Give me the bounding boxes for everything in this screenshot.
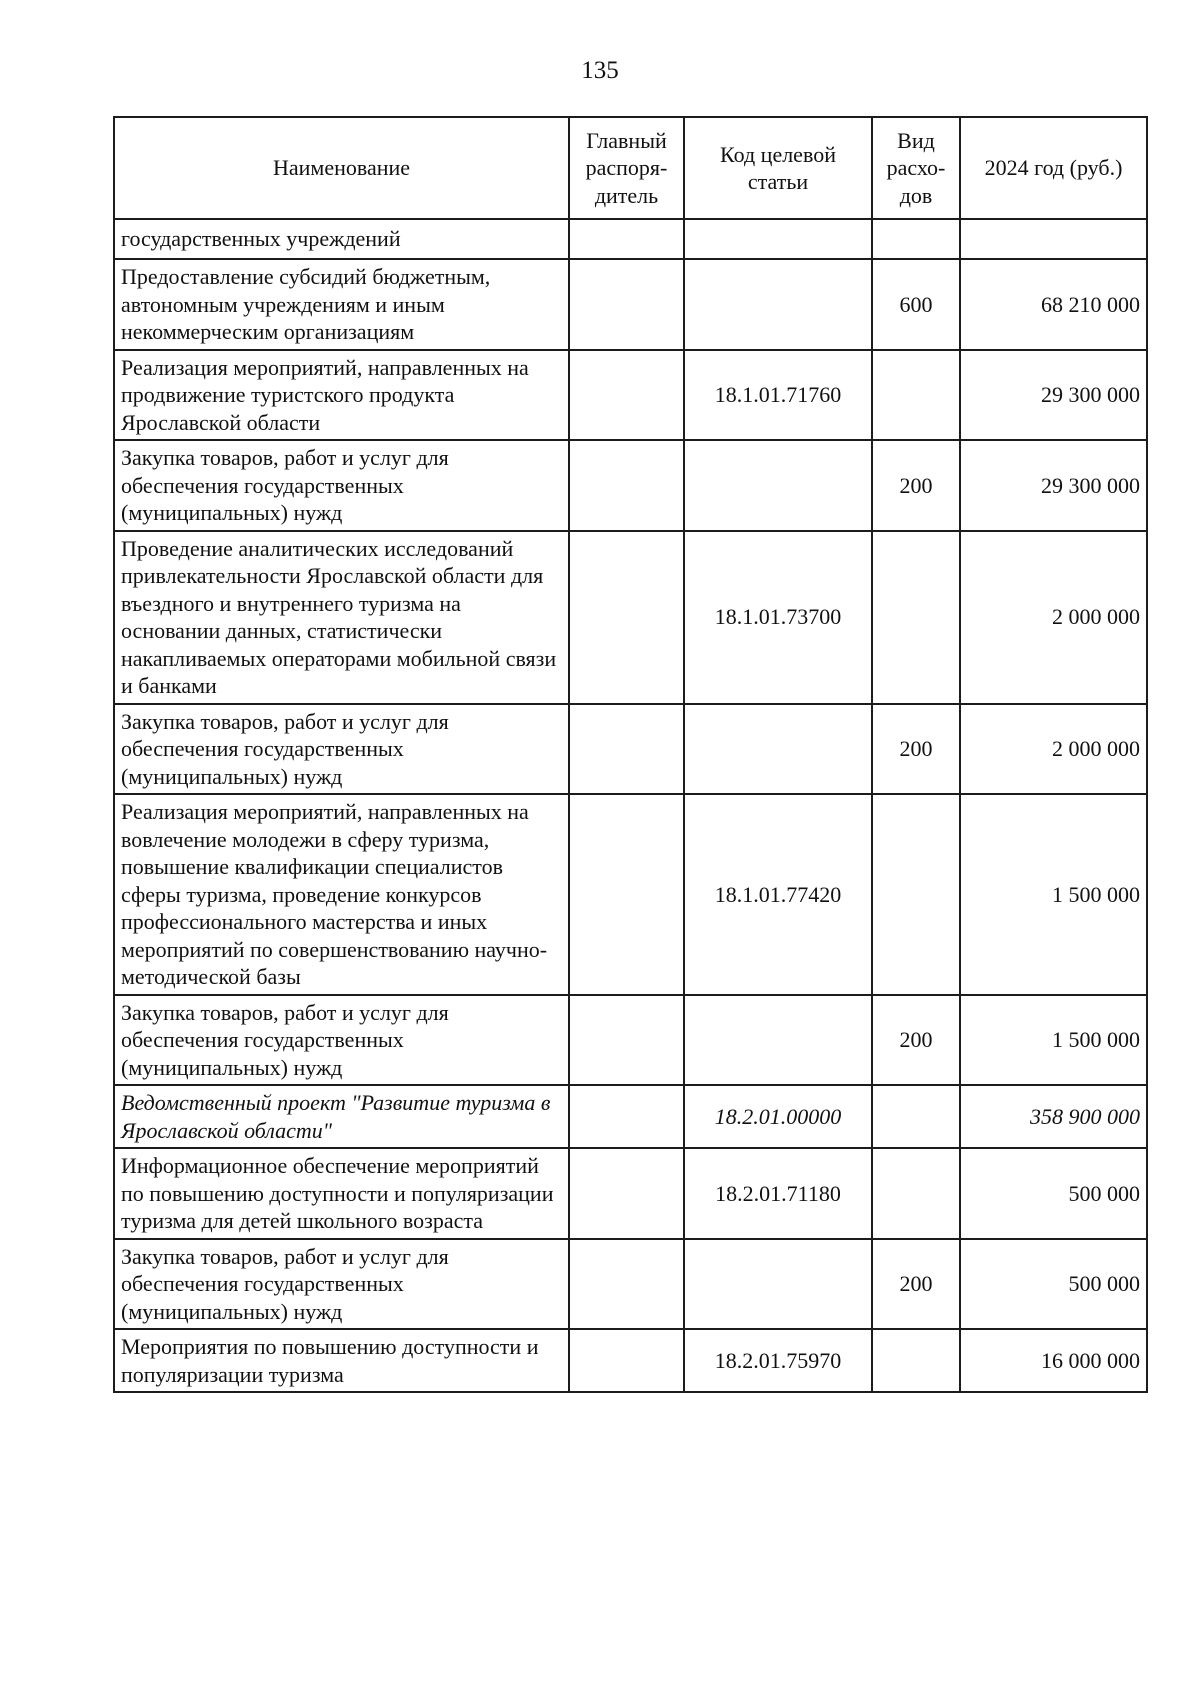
header-code: Код целевой статьи (684, 117, 872, 219)
row-name-cell: Закупка товаров, работ и услуг для обеспечения государственных (муниципальных) нужд (114, 1239, 569, 1330)
row-name-cell: Закупка товаров, работ и услуг для обеспечения государственных (муниципальных) нужд (114, 704, 569, 795)
row-amount-cell: 16 000 000 (960, 1329, 1147, 1392)
row-name-cell: Закупка товаров, работ и услуг для обеспечения государственных (муниципальных) нужд (114, 440, 569, 531)
row-amount-cell: 2 000 000 (960, 704, 1147, 795)
row-type-cell (872, 350, 960, 441)
row-admin-cell (569, 1148, 684, 1239)
row-amount-cell: 1 500 000 (960, 995, 1147, 1086)
table-row (114, 1329, 1147, 1392)
table-row (114, 531, 1147, 704)
row-code-cell: 18.1.01.73700 (684, 531, 872, 704)
table-row (114, 259, 1147, 350)
row-code-cell: 18.1.01.77420 (684, 794, 872, 995)
row-type-cell: 600 (872, 259, 960, 350)
row-admin-cell (569, 1085, 684, 1148)
row-amount-cell (960, 219, 1147, 259)
table-row (114, 704, 1147, 795)
row-name-cell: Реализация мероприятий, направленных на продвижение туристского продукта Ярославской области (114, 350, 569, 441)
row-name-cell: Проведение аналитических исследований привлекательности Ярославской области для въездного и внутреннего туризма на основании данных, статистически накапливаемых операторами мобильной связи и банками (114, 531, 569, 704)
row-type-cell: 200 (872, 1239, 960, 1330)
row-admin-cell (569, 440, 684, 531)
page-number: 135 (581, 57, 619, 84)
table-row (114, 794, 1147, 995)
row-code-cell (684, 1239, 872, 1330)
row-type-cell (872, 794, 960, 995)
row-admin-cell (569, 1329, 684, 1392)
row-amount-cell: 29 300 000 (960, 350, 1147, 441)
row-code-cell: 18.2.01.71180 (684, 1148, 872, 1239)
row-code-cell (684, 704, 872, 795)
row-admin-cell (569, 350, 684, 441)
row-code-cell (684, 440, 872, 531)
table-row (114, 440, 1147, 531)
row-type-cell (872, 1085, 960, 1148)
row-admin-cell (569, 219, 684, 259)
row-type-cell (872, 1148, 960, 1239)
table-row (114, 1239, 1147, 1330)
table-row (114, 350, 1147, 441)
row-code-cell: 18.2.01.00000 (684, 1085, 872, 1148)
table-row (114, 995, 1147, 1086)
row-admin-cell (569, 704, 684, 795)
row-code-cell: 18.2.01.75970 (684, 1329, 872, 1392)
row-amount-cell: 1 500 000 (960, 794, 1147, 995)
row-type-cell: 200 (872, 995, 960, 1086)
row-name-cell: Ведомственный проект "Развитие туризма в Ярославской области" (114, 1085, 569, 1148)
row-name-cell: Реализация мероприятий, направленных на вовлечение молодежи в сферу туризма, повышение квалификации специалистов сферы туризма, проведение конкурсов профессионального мастерства и иных мероприятий по совершенствованию научно-методической базы (114, 794, 569, 995)
row-admin-cell (569, 1239, 684, 1330)
budget-table (113, 116, 1148, 1393)
row-admin-cell (569, 259, 684, 350)
row-type-cell (872, 531, 960, 704)
row-amount-cell: 29 300 000 (960, 440, 1147, 531)
row-type-cell (872, 1329, 960, 1392)
row-admin-cell (569, 794, 684, 995)
header-amount: 2024 год (руб.) (960, 117, 1147, 219)
header-admin: Главный распоря-дитель (569, 117, 684, 219)
row-code-cell (684, 219, 872, 259)
table-header-row (114, 117, 1147, 219)
row-amount-cell: 500 000 (960, 1239, 1147, 1330)
row-code-cell (684, 259, 872, 350)
header-name: Наименование (114, 117, 569, 219)
row-admin-cell (569, 995, 684, 1086)
row-name-cell: государственных учреждений (114, 219, 569, 259)
row-name-cell: Предоставление субсидий бюджетным, автономным учреждениям и иным некоммерческим организациям (114, 259, 569, 350)
row-name-cell: Информационное обеспечение мероприятий по повышению доступности и популяризации туризма для детей школьного возраста (114, 1148, 569, 1239)
row-amount-cell: 2 000 000 (960, 531, 1147, 704)
row-admin-cell (569, 531, 684, 704)
row-amount-cell: 358 900 000 (960, 1085, 1147, 1148)
row-code-cell: 18.1.01.71760 (684, 350, 872, 441)
table-row (114, 219, 1147, 259)
row-type-cell (872, 219, 960, 259)
table-row (114, 1148, 1147, 1239)
row-type-cell: 200 (872, 440, 960, 531)
row-amount-cell: 500 000 (960, 1148, 1147, 1239)
row-type-cell: 200 (872, 704, 960, 795)
header-type: Вид расхо-дов (872, 117, 960, 219)
row-name-cell: Закупка товаров, работ и услуг для обеспечения государственных (муниципальных) нужд (114, 995, 569, 1086)
row-code-cell (684, 995, 872, 1086)
table-body (114, 219, 1147, 1392)
row-name-cell: Мероприятия по повышению доступности и популяризации туризма (114, 1329, 569, 1392)
row-amount-cell: 68 210 000 (960, 259, 1147, 350)
table-row (114, 1085, 1147, 1148)
